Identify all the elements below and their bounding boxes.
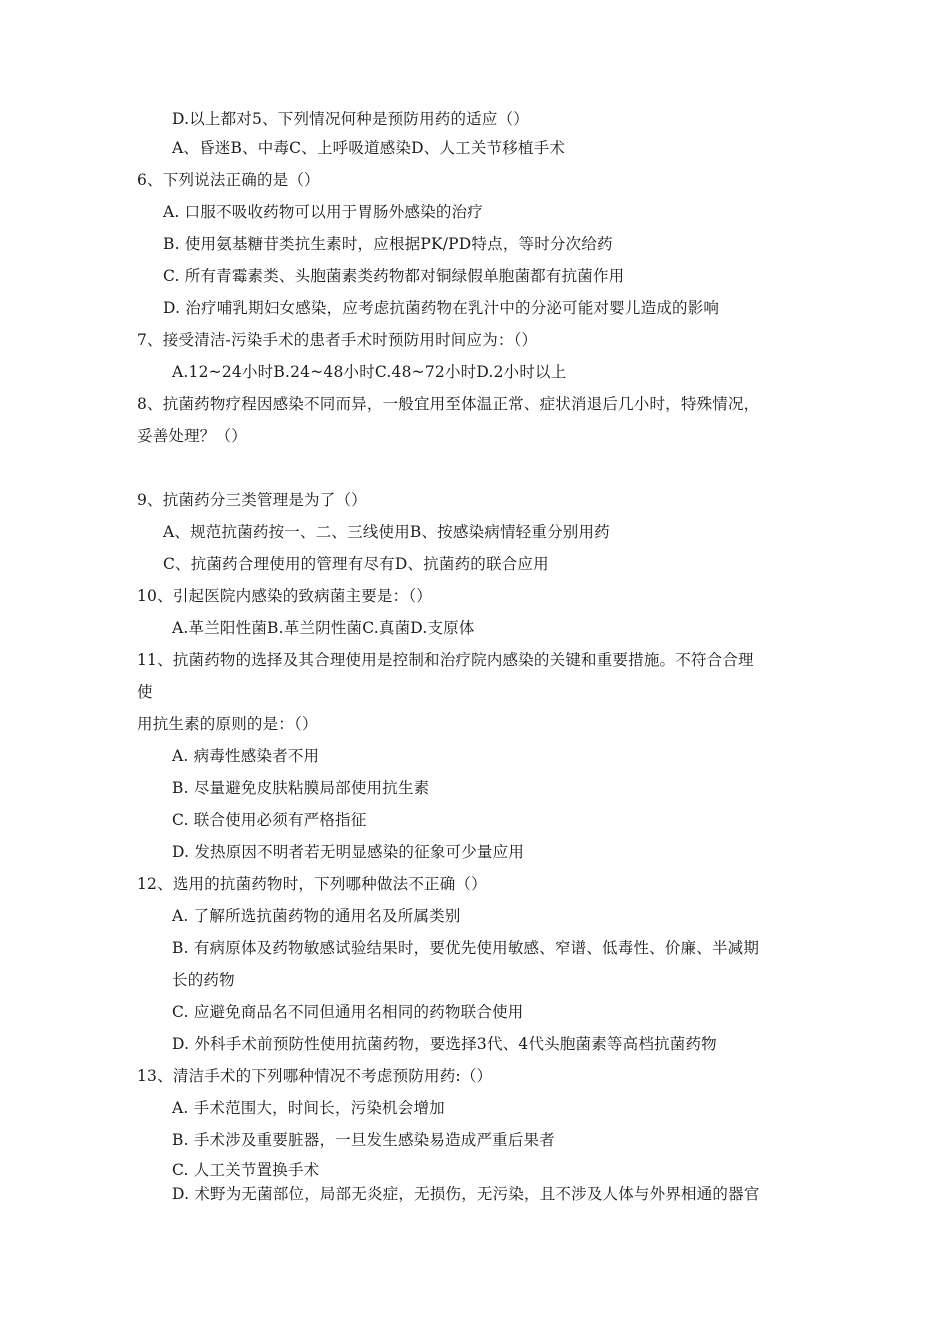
text-line-q7: 7、接受清洁-污染手术的患者手术时预防用时间应为：（） bbox=[137, 331, 538, 349]
text-line-6a: A. 口服不吸收药物可以用于胃肠外感染的治疗 bbox=[163, 203, 483, 221]
text-line-11a: A. 病毒性感染者不用 bbox=[172, 747, 320, 765]
text-line-q11-wrap: 使 bbox=[137, 683, 153, 701]
text-line-q12: 12、选用的抗菌药物时，下列哪种做法不正确（） bbox=[137, 875, 487, 893]
text-line-q10: 10、引起医院内感染的致病菌主要是：（） bbox=[137, 587, 432, 605]
text-line-6b: B. 使用氨基糖苷类抗生素时，应根据PK/PD特点，等时分次给药 bbox=[163, 235, 613, 253]
text-line-6d: D. 治疗哺乳期妇女感染，应考虑抗菌药物在乳汁中的分泌可能对婴儿造成的影响 bbox=[163, 299, 720, 317]
text-line-9ab: A、规范抗菌药按一、二、三线使用B、按感染病情轻重分别用药 bbox=[163, 523, 610, 541]
text-line-7-options: A.12~24小时B.24~48小时C.48~72小时D.2小时以上 bbox=[172, 363, 567, 381]
text-line-13d: D. 术野为无菌部位，局部无炎症，无损伤，无污染，且不涉及人体与外界相通的器官 bbox=[172, 1185, 760, 1203]
text-line-9cd: C、抗菌药合理使用的管理有尽有D、抗菌药的联合应用 bbox=[163, 555, 549, 573]
text-line-q6: 6、下列说法正确的是（） bbox=[137, 171, 320, 189]
text-line-11d: D. 发热原因不明者若无明显感染的征象可少量应用 bbox=[172, 843, 525, 861]
text-line-12c: C. 应避免商品名不同但通用名相同的药物联合使用 bbox=[172, 1003, 524, 1021]
text-line-10-options: A.革兰阳性菌B.革兰阴性菌C.真菌D.支原体 bbox=[172, 619, 475, 637]
text-line-12b-cont: 长的药物 bbox=[172, 971, 235, 989]
text-line-6c: C. 所有青霉素类、头胞菌素类药物都对铜绿假单胞菌都有抗菌作用 bbox=[163, 267, 625, 285]
text-line-q11-cont: 用抗生素的原则的是：（） bbox=[137, 715, 318, 733]
text-line-5d: D.以上都对5、下列情况何种是预防用药的适应（） bbox=[172, 110, 529, 128]
text-line-11b: B. 尽量避免皮肤粘膜局部使用抗生素 bbox=[172, 779, 430, 797]
text-line-11c: C. 联合使用必须有严格指征 bbox=[172, 811, 367, 829]
text-line-13b: B. 手术涉及重要脏器，一旦发生感染易造成严重后果者 bbox=[172, 1131, 555, 1149]
text-line-13a: A. 手术范围大，时间长，污染机会增加 bbox=[172, 1099, 445, 1117]
text-line-q11: 11、抗菌药物的选择及其合理使用是控制和治疗院内感染的关键和重要措施。不符合合理 bbox=[137, 651, 754, 669]
text-line-q13: 13、清洁手术的下列哪种情况不考虑预防用药:（） bbox=[137, 1067, 493, 1085]
text-line-q8-cont: 妥善处理？（） bbox=[137, 427, 247, 445]
text-line-q9: 9、抗菌药分三类管理是为了（） bbox=[137, 491, 367, 509]
text-line-5-options: A、昏迷B、中毒C、上呼吸道感染D、人工关节移植手术 bbox=[172, 139, 566, 157]
text-line-12a: A. 了解所选抗菌药物的通用名及所属类别 bbox=[172, 907, 461, 925]
text-line-q8: 8、抗菌药物疗程因感染不同而异，一般宜用至体温正常、症状消退后几小时，特殊情况， bbox=[137, 395, 760, 413]
text-line-12b: B. 有病原体及药物敏感试验结果时，要优先使用敏感、窄谱、低毒性、价廉、半减期 bbox=[172, 939, 760, 957]
text-line-13c: C. 人工关节置换手术 bbox=[172, 1161, 320, 1179]
text-line-12d: D. 外科手术前预防性使用抗菌药物，要选择3代、4代头胞菌素等高档抗菌药物 bbox=[172, 1035, 717, 1053]
